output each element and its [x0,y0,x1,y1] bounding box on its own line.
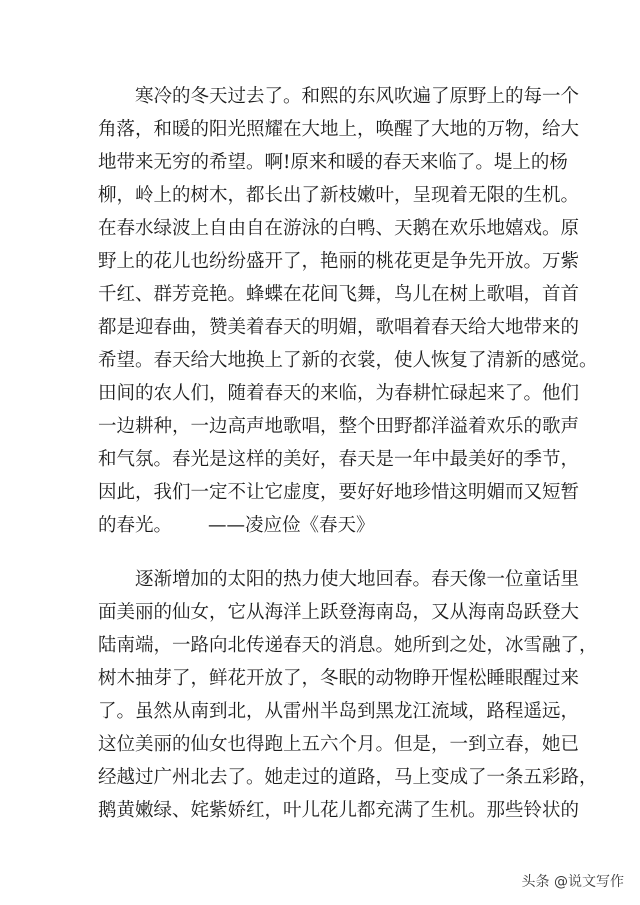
text-line: 这位美丽的仙女也得跑上五六个月。但是，一到立春，她已 [98,734,580,755]
paragraph-spring [98,80,598,542]
text-line: 了。虽然从南到北，从雷州半岛到黑龙江流域，路程遥远， [98,701,580,722]
watermark: 头条 @说文写作 [521,874,624,890]
text-line: 一边耕种，一边高声地歌唱，整个田野都洋溢着欢乐的歌声 [98,416,580,437]
text-line: 鹅黄嫩绿、姹紫娇红，叶儿花儿都充满了生机。那些铃状的 [98,800,580,821]
text-line: 经越过广州北去了。她走过的道路，马上变成了一条五彩路， [98,767,598,788]
text-line: 都是迎春曲，赞美着春天的明媚，歌唱着春天给大地带来的 [98,317,580,338]
paragraph-fairy [98,563,598,827]
text-line: 在春水绿波上自由自在游泳的白鸭、天鹅在欢乐地嬉戏。原 [98,218,580,239]
text-line: 寒冷的冬天过去了。和熙的东风吹遍了原野上的每一个 [135,86,580,107]
attribution: ——凌应俭《春天》 [208,515,375,536]
text-line: 地带来无穷的希望。啊!原来和暖的春天来临了。堤上的杨 [98,152,568,173]
text-line: 因此，我们一定不让它虚度，要好好地珍惜这明媚而又短暂 [98,482,580,503]
text-line: 千红、群芳竞艳。蜂蝶在花间飞舞，鸟儿在树上歌唱，首首 [98,284,580,305]
text-line: 和气氛。春光是这样的美好，春天是一年中最美好的季节， [98,449,580,470]
text-line: 陆南端，一路向北传递春天的消息。她所到之处，冰雪融了， [98,635,598,656]
text-line: 角落，和暖的阳光照耀在大地上，唤醒了大地的万物，给大 [98,119,580,140]
text-line: 树木抽芽了，鲜花开放了，冬眠的动物睁开惺松睡眼醒过来 [98,668,580,689]
text-line: 逐渐增加的太阳的热力使大地回春。春天像一位童话里 [135,569,580,590]
text-line: 野上的花儿也纷纷盛开了，艳丽的桃花更是争先开放。万紫 [98,251,580,272]
text-line-final [98,509,547,542]
text-line: 田间的农人们，随着春天的来临，为春耕忙碌起来了。他们 [98,383,580,404]
text-line: 柳，岭上的树木，都长出了新枝嫩叶，呈现着无限的生机。 [98,185,580,206]
closing-text: 的春光。 [98,515,173,536]
text-line: 希望。春天给大地换上了新的衣裳，使人恢复了清新的感觉。 [98,350,598,371]
text-line: 面美丽的仙女，它从海洋上跃登海南岛，又从海南岛跃登大 [98,602,580,623]
